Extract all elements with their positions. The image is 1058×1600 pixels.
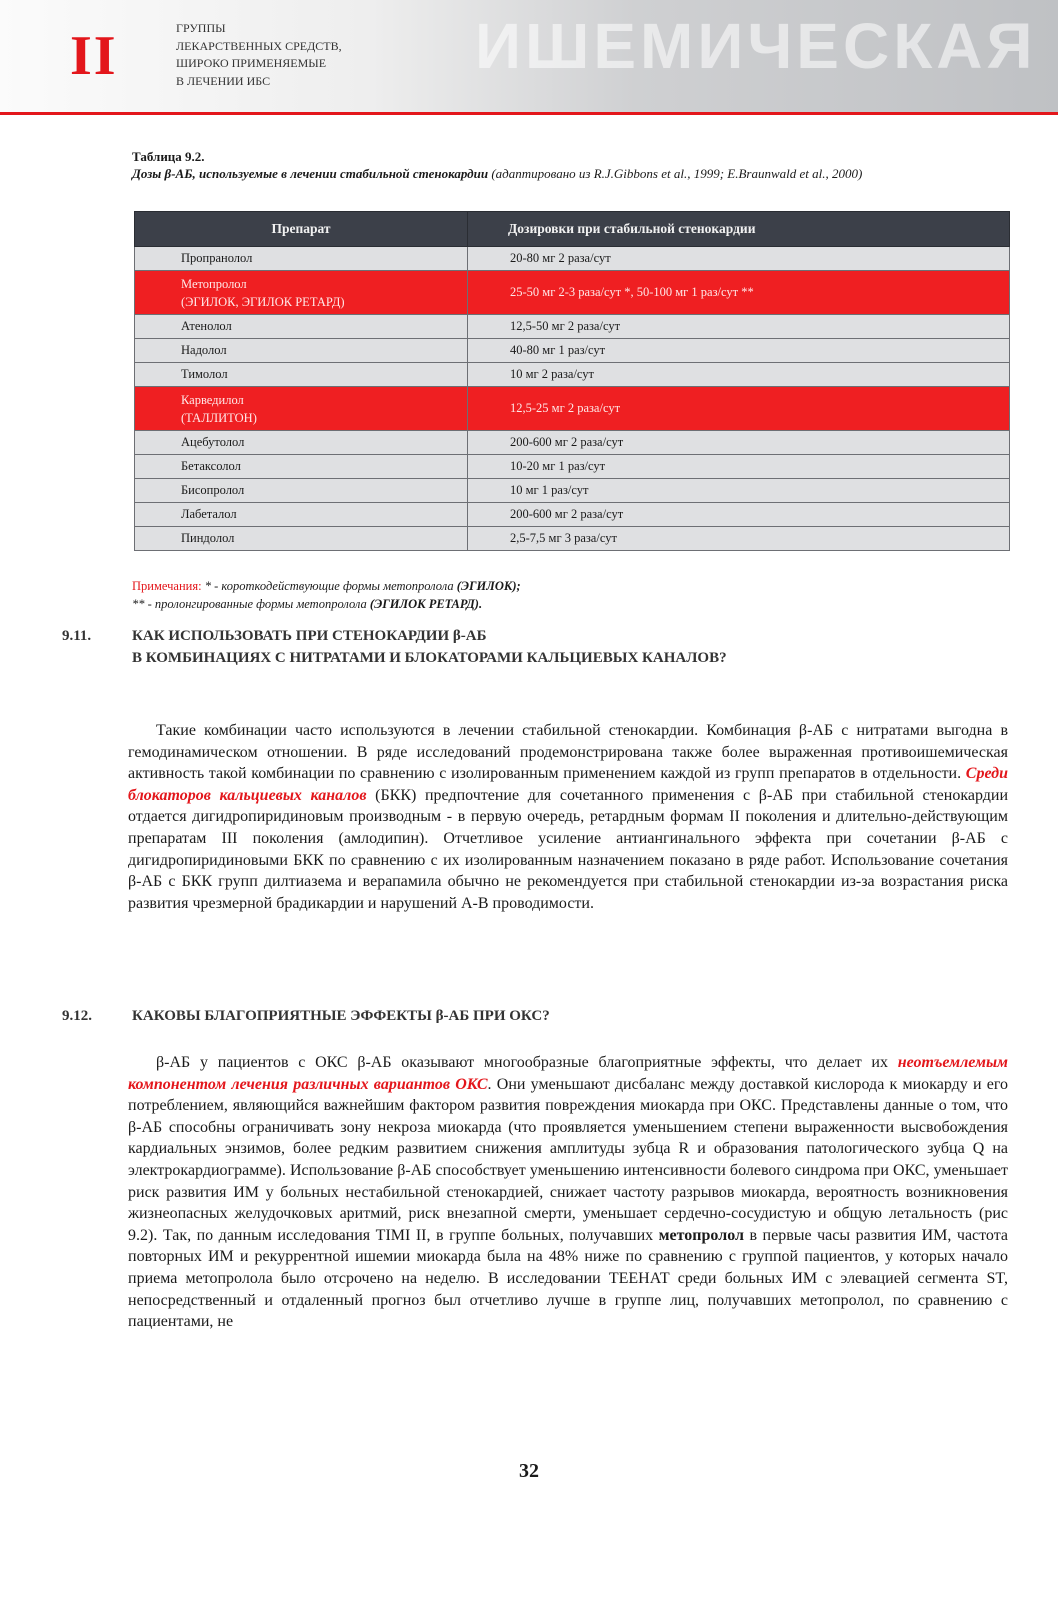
section-number: 9.12. bbox=[62, 1008, 92, 1024]
drug-name: Бисопролол bbox=[181, 483, 245, 497]
table-row bbox=[135, 527, 1010, 551]
drug-name: Атенолол bbox=[181, 319, 232, 333]
drug-name: Метопролол bbox=[181, 276, 247, 291]
note-text: ** - пролонгированные формы метопролола bbox=[132, 597, 370, 611]
note-bold: (ЭГИЛОК РЕТАРД). bbox=[369, 597, 483, 611]
drug-name: Надолол bbox=[181, 343, 227, 357]
drug-cell bbox=[135, 431, 468, 455]
chapter-title-line: ШИРОКО ПРИМЕНЯЕМЫЕ bbox=[176, 56, 327, 70]
page-number: 32 bbox=[519, 1460, 539, 1482]
note-line-2 bbox=[132, 595, 952, 613]
table-row bbox=[135, 503, 1010, 527]
dosage-cell: 10 мг 2 раза/сут bbox=[468, 363, 1010, 387]
dosage-cell: 12,5-50 мг 2 раза/сут bbox=[468, 315, 1010, 339]
header-drug: Препарат bbox=[135, 212, 468, 247]
dosage-cell: 40-80 мг 1 раз/сут bbox=[468, 339, 1010, 363]
drug-cell bbox=[135, 455, 468, 479]
drug-cell bbox=[135, 271, 468, 315]
drug-cell bbox=[135, 503, 468, 527]
table-title-source: (адаптировано из R.J.Gibbons et al., 1999; E.Braunwald et al., 2000) bbox=[488, 166, 863, 181]
table-body bbox=[135, 247, 1010, 551]
paragraph-text: Такие комбинации часто используются в лечении стабильной стенокардии. Комбинация β-АБ с нитратами выгодна в гемодинамическом отношении. В ряде исследований продемонстрирована также более выраженная противоишемическая активность такой комбинации по сравнению с изолированным применением каждой из групп препаратов в отдельности. bbox=[128, 722, 1008, 783]
drug-name: Карведилол bbox=[181, 392, 244, 407]
notes-label: Примечания: bbox=[132, 579, 202, 593]
table-row bbox=[135, 339, 1010, 363]
table-row bbox=[135, 387, 1010, 431]
drug-cell bbox=[135, 387, 468, 431]
table-row bbox=[135, 315, 1010, 339]
drug-name: Ацебутолол bbox=[181, 435, 245, 449]
section-title-line: КАКОВЫ БЛАГОПРИЯТНЫЕ ЭФФЕКТЫ β-АБ ПРИ ОКС? bbox=[132, 1008, 550, 1024]
dosage-cell: 10 мг 1 раз/сут bbox=[468, 479, 1010, 503]
dosage-table bbox=[134, 211, 1010, 551]
drug-cell bbox=[135, 339, 468, 363]
table-title bbox=[132, 165, 952, 182]
bold-term: метопролол bbox=[658, 1226, 744, 1244]
dosage-cell: 200-600 мг 2 раза/сут bbox=[468, 431, 1010, 455]
chapter-title-line: ЛЕКАРСТВЕННЫХ СРЕДСТВ, bbox=[176, 38, 342, 53]
section-title-line: В КОМБИНАЦИЯХ С НИТРАТАМИ И БЛОКАТОРАМИ КАЛЬЦИЕВЫХ КАНАЛОВ? bbox=[132, 650, 727, 666]
table-row bbox=[135, 247, 1010, 271]
drug-name: Пиндолол bbox=[181, 531, 235, 545]
highlighted-term: неотъемлемым компонентом лечения различных вариантов ОКС bbox=[128, 1054, 1008, 1093]
dosage-cell: 25-50 мг 2-3 раза/сут *, 50-100 мг 1 раз/сут ** bbox=[468, 271, 1010, 315]
table-row bbox=[135, 363, 1010, 387]
table-row bbox=[135, 431, 1010, 455]
chapter-title-line: ГРУППЫ bbox=[176, 21, 226, 35]
chapter-title-line: В ЛЕЧЕНИИ ИБС bbox=[176, 73, 271, 88]
table-row bbox=[135, 271, 1010, 315]
drug-cell bbox=[135, 247, 468, 271]
table-header-row bbox=[135, 212, 1010, 247]
drug-cell bbox=[135, 527, 468, 551]
drug-name: Бетаксолол bbox=[181, 459, 241, 473]
dosage-cell: 12,5-25 мг 2 раза/сут bbox=[468, 387, 1010, 431]
paragraph-text: в первые часы развития ИМ, частота повторных ИМ и рекуррентной ишемии миокарда была на 48% ниже по сравнению с группой пациентов, у которых начало приема метопролола было отсрочено на неделю. В исследовании ТЕЕНАТ среди больных ИМ с элевацией сегмента ST, непосредственный и отдаленный прогноз был отчетливо лучше в группе лиц, получавших метопролол, по сравнению с пациентами, не bbox=[128, 1226, 1009, 1331]
drug-name: Пропранолол bbox=[181, 251, 253, 265]
drug-brand: (ТАЛЛИТОН) bbox=[181, 410, 257, 425]
dosage-cell: 20-80 мг 2 раза/сут bbox=[468, 247, 1010, 271]
table-caption bbox=[132, 148, 952, 182]
drug-cell bbox=[135, 315, 468, 339]
drug-cell bbox=[135, 479, 468, 503]
dosage-cell: 2,5-7,5 мг 3 раза/сут bbox=[468, 527, 1010, 551]
note-bold: (ЭГИЛОК); bbox=[456, 579, 521, 593]
table-row bbox=[135, 479, 1010, 503]
drug-cell bbox=[135, 363, 468, 387]
section-number: 9.11. bbox=[62, 628, 92, 644]
paragraph-9-12 bbox=[128, 1052, 1008, 1333]
table-number: Таблица 9.2. bbox=[132, 149, 205, 164]
paragraph-text: β-АБ у пациентов с ОКС β-АБ оказывают многообразные благоприятные эффекты, что делает их bbox=[156, 1054, 898, 1071]
chapter-number: II bbox=[70, 25, 118, 87]
paragraph-9-11 bbox=[128, 720, 1008, 914]
highlighted-term: Среди блокаторов кальциевых каналов bbox=[128, 765, 1008, 804]
drug-name: Тимолол bbox=[181, 367, 228, 381]
dosage-cell: 10-20 мг 1 раз/сут bbox=[468, 455, 1010, 479]
drug-brand: (ЭГИЛОК, ЭГИЛОК РЕТАРД) bbox=[181, 294, 345, 309]
note-line-1 bbox=[132, 577, 952, 595]
table-title-bold: Дозы β-АБ, используемые в лечении стабильной стенокардии bbox=[132, 166, 489, 181]
note-text: * - короткодействующие формы метопролола bbox=[201, 579, 457, 593]
table-row bbox=[135, 455, 1010, 479]
dosage-cell: 200-600 мг 2 раза/сут bbox=[468, 503, 1010, 527]
drug-name: Лабеталол bbox=[181, 507, 237, 521]
table-notes bbox=[132, 577, 952, 613]
paragraph-text: . Они уменьшают дисбаланс между доставкой кислорода к миокарду и его потреблением, являющийся важнейшим фактором развития повреждения миокарда при ОКС. Представлены данные о том, что β-АБ способны ограничивать зону некроза миокарда (что проявляется уменьшением степени выраженности высвобождения кардиальных энзимов, более редким развитием снижения амплитуды зубца R и образования патологического зубца Q на электрокардиограмме). Использование β-АБ способствует уменьшению интенсивности болевого синдрома при ОКС, уменьшает риск развития ИМ у больных нестабильной стенокардией, снижает частоту разрывов миокарда, вероятность возникновения жизнеопасных желудочковых аритмий, риск внезапной смерти, уменьшает сердечно-сосудистую и общую летальность (рис 9.2). Так, по данным исследования TIMI II, в группе больных, получавших bbox=[128, 1075, 1008, 1244]
section-title-line: КАК ИСПОЛЬЗОВАТЬ ПРИ СТЕНОКАРДИИ β-АБ bbox=[132, 628, 487, 644]
chapter-title bbox=[176, 20, 342, 90]
page-header bbox=[0, 0, 1058, 115]
header-dosage: Дозировки при стабильной стенокардии bbox=[468, 212, 1010, 247]
section-heading-9-12 bbox=[62, 1005, 550, 1027]
paragraph-text: (БКК) предпочтение для сочетанного применения с β-АБ при стабильной стенокардии отдается дигидропиридиновым производным - в первую очередь, ретардным формам II поколения и длительно-действующим препаратам III поколения (амлодипин). Отчетливое усиление антиангинального эффекта при сочетании β-АБ с дигидропиридиновыми БКК по сравнению с их изолированным назначением показано в ряде работ. Использование сочетания β-АБ с БКК групп дилтиазема и верапамила обычно не рекомендуется при стабильной стенокардии из-за возрастания риска развития чрезмерной брадикардии и нарушений А-В проводимости. bbox=[128, 786, 1008, 912]
section-heading-9-11 bbox=[62, 625, 727, 666]
header-watermark: ИШЕМИЧЕСКАЯ bbox=[475, 10, 1037, 82]
